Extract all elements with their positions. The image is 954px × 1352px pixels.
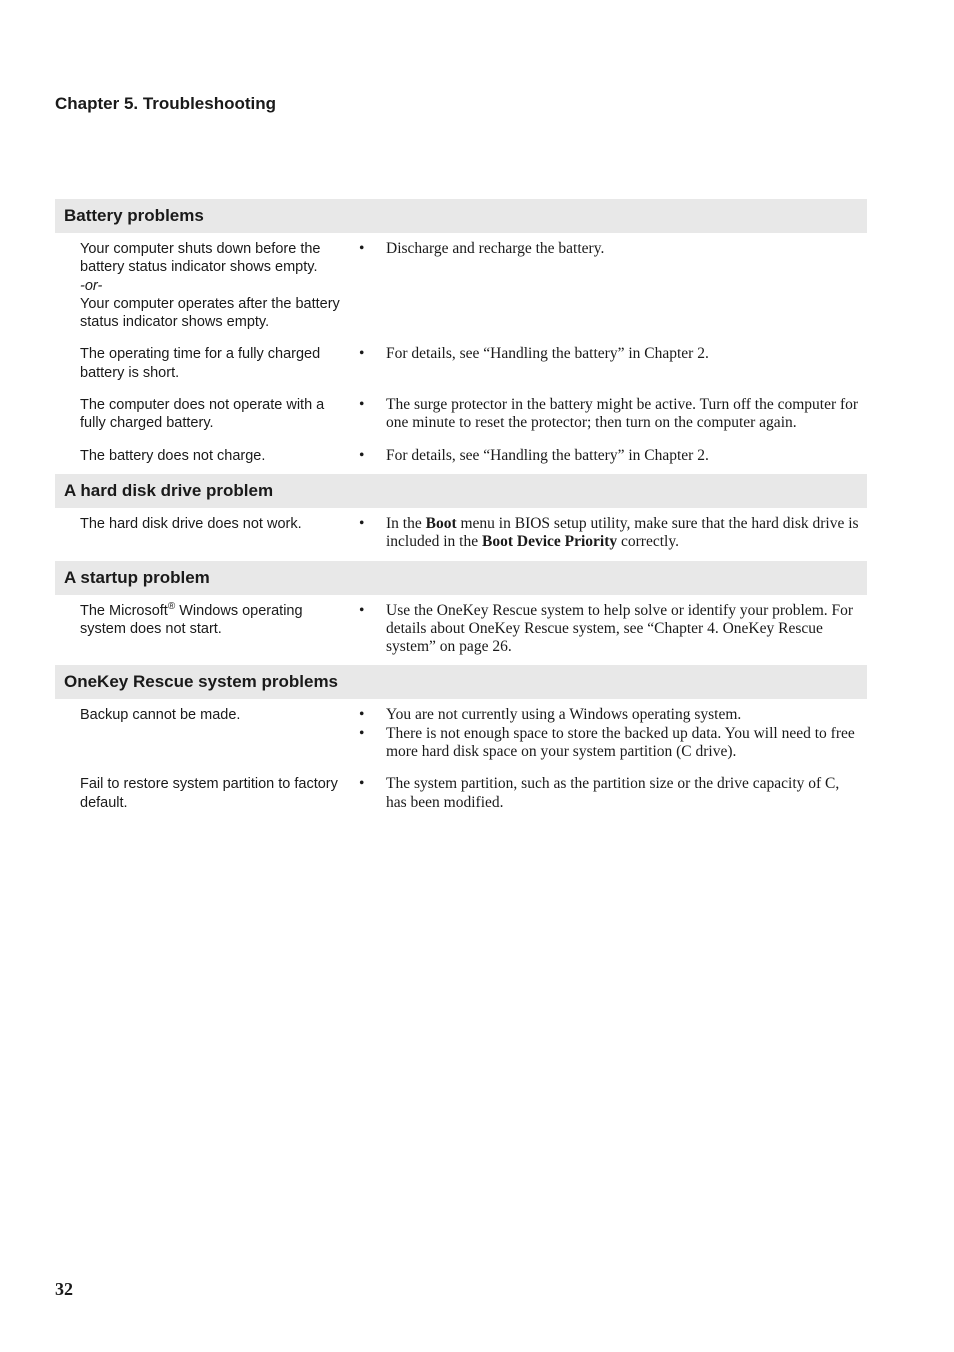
boot-menu-term: Boot <box>425 514 457 532</box>
text-run: correctly. <box>617 533 679 551</box>
problem-text: Your computer shuts down before the battery status indicator shows empty. <box>80 241 321 276</box>
table-row <box>55 595 867 666</box>
solution-item <box>359 602 859 657</box>
solution-cell <box>353 515 867 552</box>
bullet: • <box>359 446 365 464</box>
solution-text: The surge protector in the battery might be active. Turn off the computer for one minute to reset the protector; then turn on the computer again. <box>386 396 859 432</box>
solution-text: Use the OneKey Rescue system to help solve or identify your problem. For details about OneKey Rescue system, see “Chapter 4. OneKey Rescue system” on page 26. <box>386 601 854 656</box>
solution-text: You are not currently using a Windows operating system. <box>386 706 742 724</box>
section-header-startup: A startup problem <box>55 561 867 595</box>
table-row <box>55 338 867 389</box>
table-row <box>55 233 867 338</box>
table-row <box>55 699 867 768</box>
solution-cell <box>353 706 867 761</box>
registered-mark: ® <box>167 600 176 612</box>
problem-text: Your computer operates after the battery status indicator shows empty. <box>80 295 340 331</box>
solution-cell <box>353 775 867 812</box>
problem-cell: The hard disk drive does not work. <box>80 515 302 532</box>
table-row <box>55 440 867 474</box>
bullet: • <box>359 240 365 257</box>
page-number: 32 <box>55 1279 73 1299</box>
bullet: • <box>359 601 365 619</box>
solution-text <box>386 515 859 552</box>
solution-item <box>359 240 859 258</box>
text-run: In the <box>386 514 426 532</box>
solution-text: For details, see “Handling the battery” in Chapter 2. <box>386 345 709 363</box>
solution-cell <box>353 240 867 331</box>
solution-cell <box>353 447 867 465</box>
text-run: menu in BIOS setup utility, make sure that the hard disk drive is included in the <box>386 514 859 551</box>
section-header-battery: Battery problems <box>55 199 867 233</box>
solution-text: The system partition, such as the partition size or the drive capacity of C, has been modified. <box>386 775 840 811</box>
problem-cell <box>55 602 353 657</box>
bullet: • <box>359 345 365 363</box>
solution-item <box>359 706 859 724</box>
problem-cell: Fail to restore system partition to factory default. <box>80 776 338 811</box>
bullet: • <box>359 514 365 532</box>
problem-cell: Backup cannot be made. <box>80 707 241 724</box>
solution-item <box>359 345 859 363</box>
solution-text: For details, see “Handling the battery” in Chapter 2. <box>386 446 709 464</box>
solution-text: There is not enough space to store the backed up data. You will need to free more hard disk space on your system partition (C drive). <box>386 724 855 761</box>
table-row <box>55 768 867 819</box>
table-row <box>55 389 867 440</box>
problem-cell: The computer does not operate with a fully charged battery. <box>80 397 325 432</box>
section-header-hard-disk: A hard disk drive problem <box>55 474 867 508</box>
bullet: • <box>359 706 365 724</box>
or-separator: -or- <box>80 277 103 294</box>
bullet: • <box>359 396 365 414</box>
problem-cell: The operating time for a fully charged battery is short. <box>80 346 321 381</box>
section-header-onekey: OneKey Rescue system problems <box>55 665 867 699</box>
text-run: The Microsoft <box>80 602 168 619</box>
solution-cell <box>353 396 867 433</box>
solution-item <box>359 775 859 812</box>
text-run: Windows operating system does not start. <box>80 602 303 637</box>
solution-item <box>359 396 859 433</box>
problem-cell: The battery does not charge. <box>80 447 266 464</box>
troubleshooting-table <box>55 199 867 819</box>
solution-cell <box>353 602 867 657</box>
bullet: • <box>359 724 365 742</box>
solution-item <box>359 725 859 762</box>
bullet: • <box>359 775 365 793</box>
solution-cell <box>353 345 867 382</box>
solution-text: Discharge and recharge the battery. <box>386 240 605 257</box>
boot-device-priority-term: Boot Device Priority <box>482 533 618 551</box>
problem-cell <box>55 240 353 331</box>
table-row <box>55 508 867 561</box>
chapter-title: Chapter 5. Troubleshooting <box>55 94 277 113</box>
solution-item <box>359 515 859 552</box>
solution-item <box>359 447 859 465</box>
